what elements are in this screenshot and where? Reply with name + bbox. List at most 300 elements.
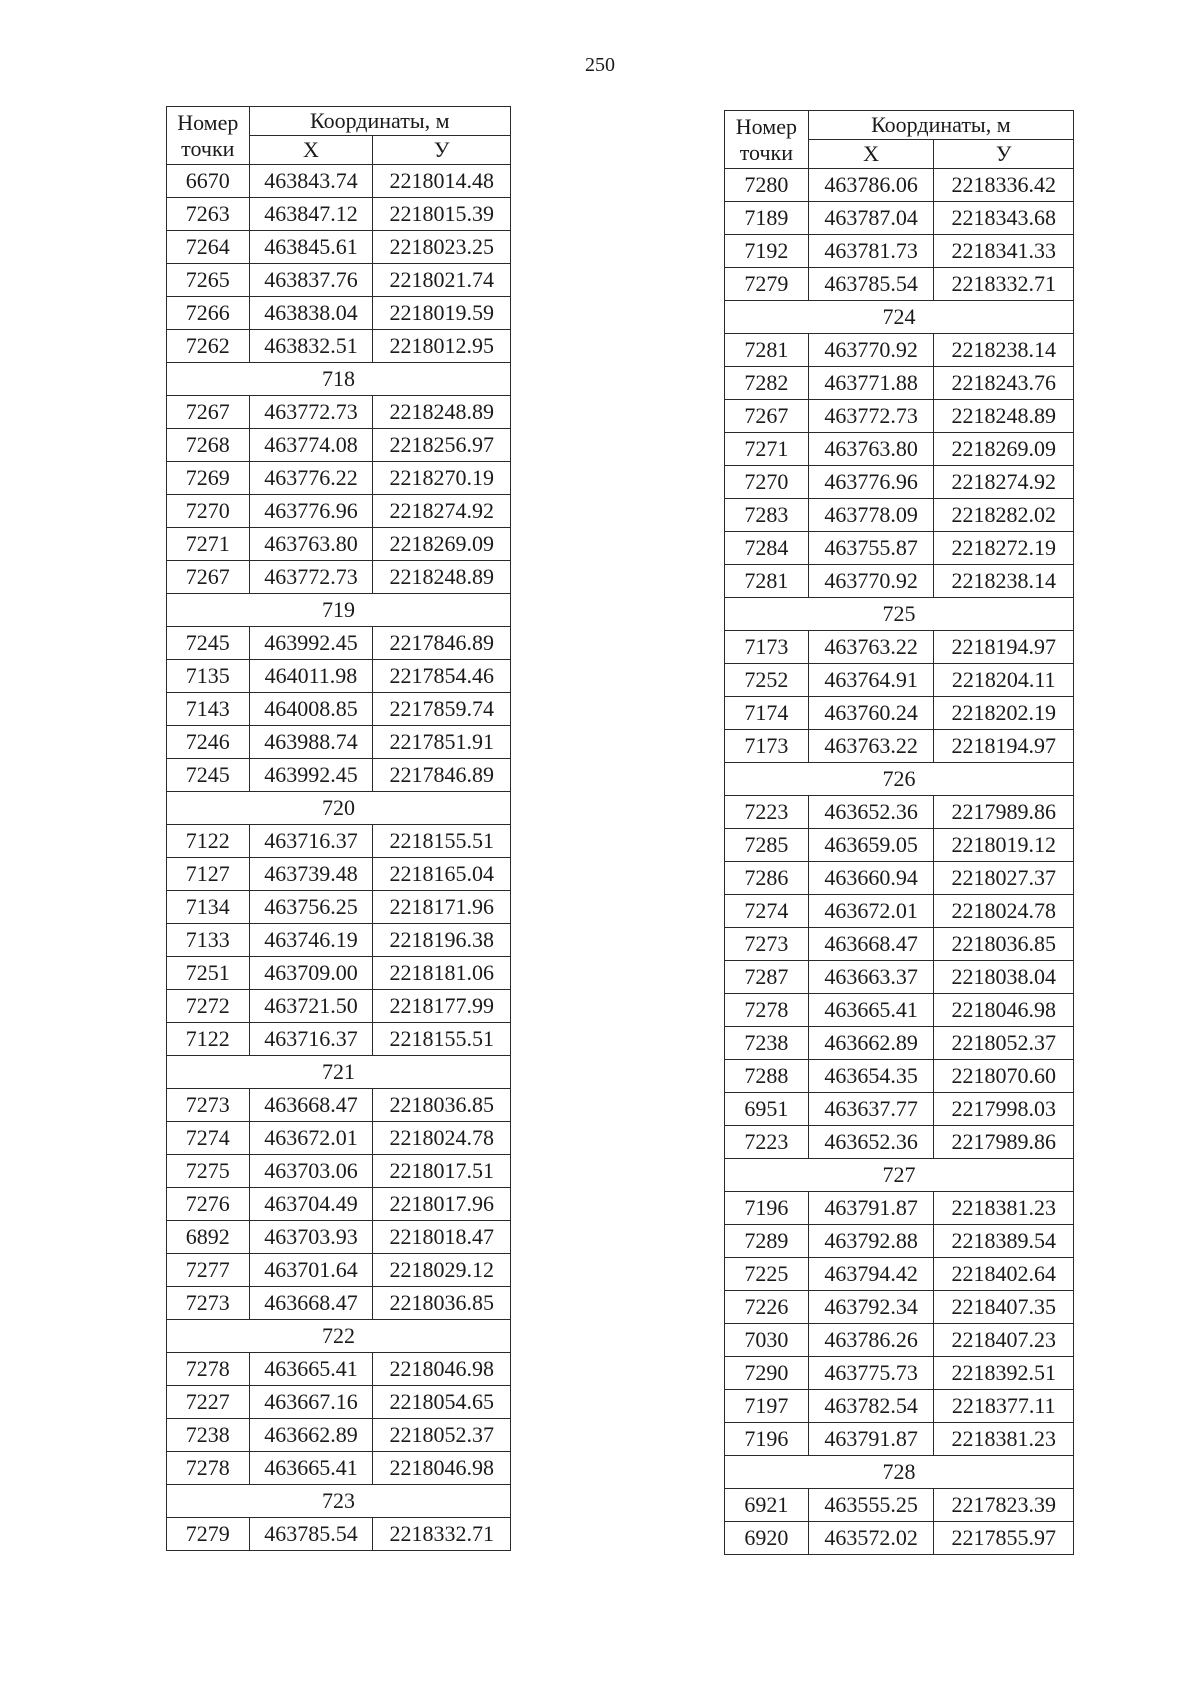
- x-coordinate-cell: 463988.74: [249, 726, 373, 759]
- coordinates-header: Координаты, м: [808, 111, 1073, 140]
- coordinates-table-right: [724, 110, 1074, 1555]
- x-coordinate-cell: 463572.02: [808, 1522, 934, 1555]
- y-coordinate-cell: 2217846.89: [373, 627, 511, 660]
- y-coordinate-cell: 2218202.19: [934, 697, 1074, 730]
- x-coordinate-cell: 463791.87: [808, 1192, 934, 1225]
- section-number: 723: [167, 1485, 511, 1518]
- point-number-cell: 7238: [725, 1027, 809, 1060]
- y-coordinate-cell: 2217859.74: [373, 693, 511, 726]
- point-number-cell: 7196: [725, 1192, 809, 1225]
- point-number-cell: 7273: [725, 928, 809, 961]
- table-row: [167, 1353, 511, 1386]
- y-coordinate-cell: 2217823.39: [934, 1489, 1074, 1522]
- table-row: [167, 462, 511, 495]
- y-coordinate-cell: 2218274.92: [373, 495, 511, 528]
- point-number-cell: 7274: [167, 1122, 250, 1155]
- x-coordinate-cell: 463760.24: [808, 697, 934, 730]
- y-coordinate-cell: 2218196.38: [373, 924, 511, 957]
- section-number: 725: [725, 598, 1074, 631]
- x-coordinate-cell: 463662.89: [249, 1419, 373, 1452]
- y-coordinate-cell: 2218238.14: [934, 334, 1074, 367]
- table-row: [167, 759, 511, 792]
- x-coordinate-cell: 463663.37: [808, 961, 934, 994]
- point-number-cell: 7286: [725, 862, 809, 895]
- section-number: 728: [725, 1456, 1074, 1489]
- table-row: [725, 829, 1074, 862]
- x-coordinate-cell: 463782.54: [808, 1390, 934, 1423]
- table-row: [167, 1452, 511, 1485]
- y-coordinate-cell: 2218377.11: [934, 1390, 1074, 1423]
- table-row: [167, 660, 511, 693]
- y-header: У: [373, 136, 511, 165]
- x-coordinate-cell: 463662.89: [808, 1027, 934, 1060]
- point-number-cell: 7173: [725, 631, 809, 664]
- point-number-cell: 7030: [725, 1324, 809, 1357]
- point-number-cell: 7225: [725, 1258, 809, 1291]
- table-row: [725, 499, 1074, 532]
- section-row: [167, 792, 511, 825]
- x-coordinate-cell: 463763.80: [249, 528, 373, 561]
- point-number-cell: 7122: [167, 825, 250, 858]
- table-row: [167, 330, 511, 363]
- table-row: [167, 1155, 511, 1188]
- point-number-cell: 6670: [167, 165, 250, 198]
- y-coordinate-cell: 2218389.54: [934, 1225, 1074, 1258]
- x-coordinate-cell: 463667.16: [249, 1386, 373, 1419]
- y-coordinate-cell: 2218052.37: [373, 1419, 511, 1452]
- x-coordinate-cell: 463774.08: [249, 429, 373, 462]
- section-row: [167, 594, 511, 627]
- x-coordinate-cell: 463847.12: [249, 198, 373, 231]
- y-coordinate-cell: 2218407.23: [934, 1324, 1074, 1357]
- y-coordinate-cell: 2218171.96: [373, 891, 511, 924]
- point-number-cell: 7276: [167, 1188, 250, 1221]
- y-coordinate-cell: 2218014.48: [373, 165, 511, 198]
- point-number-cell: 7226: [725, 1291, 809, 1324]
- y-coordinate-cell: 2218341.33: [934, 235, 1074, 268]
- x-coordinate-cell: 463716.37: [249, 825, 373, 858]
- table-row: [167, 429, 511, 462]
- point-number-cell: 7273: [167, 1089, 250, 1122]
- table-row: [725, 631, 1074, 664]
- point-number-cell: 6920: [725, 1522, 809, 1555]
- x-coordinate-cell: 463843.74: [249, 165, 373, 198]
- x-coordinate-cell: 463778.09: [808, 499, 934, 532]
- point-number-cell: 7267: [167, 561, 250, 594]
- table-row: [725, 928, 1074, 961]
- point-number-cell: 7133: [167, 924, 250, 957]
- table-row: [725, 730, 1074, 763]
- x-coordinate-cell: 463772.73: [808, 400, 934, 433]
- x-coordinate-cell: 463668.47: [808, 928, 934, 961]
- x-coordinate-cell: 463992.45: [249, 759, 373, 792]
- point-number-cell: 6951: [725, 1093, 809, 1126]
- section-row: [725, 1159, 1074, 1192]
- y-coordinate-cell: 2218036.85: [373, 1287, 511, 1320]
- table-row: [725, 1324, 1074, 1357]
- section-row: [167, 1485, 511, 1518]
- point-number-cell: 7135: [167, 660, 250, 693]
- y-coordinate-cell: 2218023.25: [373, 231, 511, 264]
- point-number-cell: 7265: [167, 264, 250, 297]
- table-body: [725, 169, 1074, 1555]
- x-coordinate-cell: 463792.34: [808, 1291, 934, 1324]
- point-number-cell: 7266: [167, 297, 250, 330]
- y-coordinate-cell: 2218036.85: [934, 928, 1074, 961]
- y-coordinate-cell: 2218343.68: [934, 202, 1074, 235]
- table-row: [725, 1522, 1074, 1555]
- x-coordinate-cell: 463668.47: [249, 1287, 373, 1320]
- y-coordinate-cell: 2218027.37: [934, 862, 1074, 895]
- x-coordinate-cell: 463668.47: [249, 1089, 373, 1122]
- table-row: [167, 825, 511, 858]
- y-coordinate-cell: 2218046.98: [373, 1353, 511, 1386]
- table-row: [167, 1287, 511, 1320]
- table-row: [167, 495, 511, 528]
- point-number-cell: 7223: [725, 1126, 809, 1159]
- y-coordinate-cell: 2218332.71: [373, 1518, 511, 1551]
- point-number-cell: 7246: [167, 726, 250, 759]
- table-header: [725, 111, 1074, 169]
- x-coordinate-cell: 463755.87: [808, 532, 934, 565]
- point-number-cell: 7279: [725, 268, 809, 301]
- table-row: [167, 561, 511, 594]
- section-row: [725, 598, 1074, 631]
- point-number-cell: 7283: [725, 499, 809, 532]
- table-row: [725, 334, 1074, 367]
- point-number-cell: 7245: [167, 627, 250, 660]
- point-number-cell: 7268: [167, 429, 250, 462]
- point-number-cell: 7192: [725, 235, 809, 268]
- x-coordinate-cell: 463704.49: [249, 1188, 373, 1221]
- coordinates-header: Координаты, м: [249, 107, 510, 136]
- y-coordinate-cell: 2218194.97: [934, 631, 1074, 664]
- x-coordinate-cell: 463832.51: [249, 330, 373, 363]
- point-number-cell: 7174: [725, 697, 809, 730]
- y-coordinate-cell: 2217851.91: [373, 726, 511, 759]
- table-row: [167, 693, 511, 726]
- y-coordinate-cell: 2218269.09: [934, 433, 1074, 466]
- y-coordinate-cell: 2218029.12: [373, 1254, 511, 1287]
- point-number-cell: 7197: [725, 1390, 809, 1423]
- x-coordinate-cell: 463703.06: [249, 1155, 373, 1188]
- point-number-cell: 7272: [167, 990, 250, 1023]
- point-number-cell: 7277: [167, 1254, 250, 1287]
- point-number-cell: 7227: [167, 1386, 250, 1419]
- point-number-cell: 7281: [725, 334, 809, 367]
- section-row: [167, 1056, 511, 1089]
- point-number-cell: 7269: [167, 462, 250, 495]
- point-number-cell: 7267: [167, 396, 250, 429]
- y-coordinate-cell: 2217854.46: [373, 660, 511, 693]
- table-row: [725, 1093, 1074, 1126]
- x-coordinate-cell: 463781.73: [808, 235, 934, 268]
- point-number-header: Номер точки: [167, 107, 250, 165]
- table-row: [167, 726, 511, 759]
- x-coordinate-cell: 463654.35: [808, 1060, 934, 1093]
- y-coordinate-cell: 2218274.92: [934, 466, 1074, 499]
- table-row: [167, 1518, 511, 1551]
- table-row: [725, 1357, 1074, 1390]
- point-number-cell: 7287: [725, 961, 809, 994]
- x-coordinate-cell: 463786.26: [808, 1324, 934, 1357]
- point-number-cell: 7173: [725, 730, 809, 763]
- point-number-cell: 7274: [725, 895, 809, 928]
- x-header: Х: [808, 140, 934, 169]
- y-coordinate-cell: 2218018.47: [373, 1221, 511, 1254]
- table-row: [167, 198, 511, 231]
- y-coordinate-cell: 2218155.51: [373, 1023, 511, 1056]
- x-coordinate-cell: 463845.61: [249, 231, 373, 264]
- x-coordinate-cell: 463716.37: [249, 1023, 373, 1056]
- x-coordinate-cell: 463660.94: [808, 862, 934, 895]
- x-coordinate-cell: 463746.19: [249, 924, 373, 957]
- point-number-cell: 7263: [167, 198, 250, 231]
- table-row: [167, 1221, 511, 1254]
- y-coordinate-cell: 2218332.71: [934, 268, 1074, 301]
- point-number-cell: 7270: [725, 466, 809, 499]
- point-number-cell: 7271: [725, 433, 809, 466]
- point-number-cell: 7122: [167, 1023, 250, 1056]
- table-row: [725, 466, 1074, 499]
- point-number-cell: 7267: [725, 400, 809, 433]
- y-coordinate-cell: 2218052.37: [934, 1027, 1074, 1060]
- table-header: [167, 107, 511, 165]
- y-coordinate-cell: 2218270.19: [373, 462, 511, 495]
- point-number-cell: 7285: [725, 829, 809, 862]
- section-row: [167, 1320, 511, 1353]
- table-row: [725, 202, 1074, 235]
- x-coordinate-cell: 463665.41: [808, 994, 934, 1027]
- table-row: [167, 165, 511, 198]
- y-coordinate-cell: 2218381.23: [934, 1423, 1074, 1456]
- table-row: [167, 1023, 511, 1056]
- y-coordinate-cell: 2218054.65: [373, 1386, 511, 1419]
- table-row: [167, 1419, 511, 1452]
- section-number: 718: [167, 363, 511, 396]
- x-coordinate-cell: 463792.88: [808, 1225, 934, 1258]
- y-coordinate-cell: 2218046.98: [373, 1452, 511, 1485]
- y-coordinate-cell: 2218181.06: [373, 957, 511, 990]
- x-coordinate-cell: 463838.04: [249, 297, 373, 330]
- point-number-cell: 7275: [167, 1155, 250, 1188]
- y-coordinate-cell: 2217989.86: [934, 1126, 1074, 1159]
- x-coordinate-cell: 463764.91: [808, 664, 934, 697]
- x-coordinate-cell: 463637.77: [808, 1093, 934, 1126]
- y-coordinate-cell: 2218024.78: [373, 1122, 511, 1155]
- table-row: [725, 532, 1074, 565]
- table-row: [725, 1291, 1074, 1324]
- table-row: [725, 1192, 1074, 1225]
- table-row: [725, 697, 1074, 730]
- table-row: [167, 1254, 511, 1287]
- y-coordinate-cell: 2218256.97: [373, 429, 511, 462]
- table-row: [725, 169, 1074, 202]
- x-coordinate-cell: 463739.48: [249, 858, 373, 891]
- y-coordinate-cell: 2218381.23: [934, 1192, 1074, 1225]
- table-row: [725, 1258, 1074, 1291]
- point-number-header: Номер точки: [725, 111, 809, 169]
- x-coordinate-cell: 463721.50: [249, 990, 373, 1023]
- x-coordinate-cell: 463787.04: [808, 202, 934, 235]
- x-coordinate-cell: 463672.01: [808, 895, 934, 928]
- table-row: [167, 1122, 511, 1155]
- table-row: [725, 1060, 1074, 1093]
- y-coordinate-cell: 2218194.97: [934, 730, 1074, 763]
- table-row: [725, 895, 1074, 928]
- y-coordinate-cell: 2218204.11: [934, 664, 1074, 697]
- y-coordinate-cell: 2218165.04: [373, 858, 511, 891]
- point-number-cell: 7288: [725, 1060, 809, 1093]
- x-coordinate-cell: 463555.25: [808, 1489, 934, 1522]
- x-coordinate-cell: 463771.88: [808, 367, 934, 400]
- x-coordinate-cell: 463703.93: [249, 1221, 373, 1254]
- x-coordinate-cell: 463786.06: [808, 169, 934, 202]
- point-number-cell: 7270: [167, 495, 250, 528]
- table-row: [725, 1126, 1074, 1159]
- table-row: [725, 1423, 1074, 1456]
- table-row: [725, 367, 1074, 400]
- x-coordinate-cell: 463770.92: [808, 565, 934, 598]
- y-coordinate-cell: 2218238.14: [934, 565, 1074, 598]
- table-row: [167, 528, 511, 561]
- y-coordinate-cell: 2218248.89: [373, 396, 511, 429]
- y-coordinate-cell: 2218392.51: [934, 1357, 1074, 1390]
- section-row: [725, 763, 1074, 796]
- x-coordinate-cell: 463785.54: [808, 268, 934, 301]
- x-coordinate-cell: 463763.22: [808, 631, 934, 664]
- y-coordinate-cell: 2218021.74: [373, 264, 511, 297]
- table-row: [725, 1390, 1074, 1423]
- x-coordinate-cell: 463992.45: [249, 627, 373, 660]
- x-coordinate-cell: 463652.36: [808, 1126, 934, 1159]
- section-number: 722: [167, 1320, 511, 1353]
- y-coordinate-cell: 2218036.85: [373, 1089, 511, 1122]
- table-row: [725, 664, 1074, 697]
- x-coordinate-cell: 463772.73: [249, 561, 373, 594]
- coordinates-table-left: [166, 106, 511, 1551]
- x-coordinate-cell: 463652.36: [808, 796, 934, 829]
- section-number: 726: [725, 763, 1074, 796]
- point-number-cell: 7223: [725, 796, 809, 829]
- table-row: [725, 565, 1074, 598]
- section-row: [725, 301, 1074, 334]
- point-number-cell: 7273: [167, 1287, 250, 1320]
- table-row: [167, 957, 511, 990]
- x-coordinate-cell: 463672.01: [249, 1122, 373, 1155]
- y-coordinate-cell: 2218272.19: [934, 532, 1074, 565]
- table-row: [725, 1027, 1074, 1060]
- table-row: [725, 961, 1074, 994]
- x-coordinate-cell: 463763.22: [808, 730, 934, 763]
- x-header: Х: [249, 136, 373, 165]
- x-coordinate-cell: 463776.22: [249, 462, 373, 495]
- table-row: [167, 264, 511, 297]
- y-coordinate-cell: 2217998.03: [934, 1093, 1074, 1126]
- table-row: [167, 1089, 511, 1122]
- x-coordinate-cell: 463791.87: [808, 1423, 934, 1456]
- y-coordinate-cell: 2218407.35: [934, 1291, 1074, 1324]
- x-coordinate-cell: 464008.85: [249, 693, 373, 726]
- table-row: [167, 231, 511, 264]
- table-row: [167, 627, 511, 660]
- y-coordinate-cell: 2218024.78: [934, 895, 1074, 928]
- point-number-cell: 7262: [167, 330, 250, 363]
- table-body: [167, 165, 511, 1551]
- x-coordinate-cell: 463794.42: [808, 1258, 934, 1291]
- point-number-cell: 7279: [167, 1518, 250, 1551]
- section-row: [725, 1456, 1074, 1489]
- point-number-cell: 7280: [725, 169, 809, 202]
- x-coordinate-cell: 463665.41: [249, 1452, 373, 1485]
- x-coordinate-cell: 463772.73: [249, 396, 373, 429]
- table-row: [725, 994, 1074, 1027]
- point-number-cell: 7278: [167, 1452, 250, 1485]
- point-number-cell: 7271: [167, 528, 250, 561]
- x-coordinate-cell: 463763.80: [808, 433, 934, 466]
- table-row: [725, 268, 1074, 301]
- x-coordinate-cell: 463776.96: [808, 466, 934, 499]
- table-row: [725, 235, 1074, 268]
- y-coordinate-cell: 2218243.76: [934, 367, 1074, 400]
- table-row: [725, 1225, 1074, 1258]
- point-number-cell: 7143: [167, 693, 250, 726]
- y-coordinate-cell: 2218012.95: [373, 330, 511, 363]
- point-number-cell: 7289: [725, 1225, 809, 1258]
- y-coordinate-cell: 2217846.89: [373, 759, 511, 792]
- y-coordinate-cell: 2218038.04: [934, 961, 1074, 994]
- point-number-cell: 7290: [725, 1357, 809, 1390]
- point-number-cell: 7281: [725, 565, 809, 598]
- point-number-cell: 7278: [725, 994, 809, 1027]
- table-row: [167, 1188, 511, 1221]
- page-number: 250: [585, 54, 615, 76]
- x-coordinate-cell: 463659.05: [808, 829, 934, 862]
- point-number-cell: 7238: [167, 1419, 250, 1452]
- point-number-cell: 7251: [167, 957, 250, 990]
- table-row: [167, 990, 511, 1023]
- section-number: 721: [167, 1056, 511, 1089]
- x-coordinate-cell: 463709.00: [249, 957, 373, 990]
- point-number-cell: 7264: [167, 231, 250, 264]
- section-number: 727: [725, 1159, 1074, 1192]
- point-number-cell: 6921: [725, 1489, 809, 1522]
- table-row: [167, 891, 511, 924]
- point-number-cell: 7245: [167, 759, 250, 792]
- y-coordinate-cell: 2218019.12: [934, 829, 1074, 862]
- y-coordinate-cell: 2218155.51: [373, 825, 511, 858]
- point-number-cell: 7282: [725, 367, 809, 400]
- x-coordinate-cell: 463756.25: [249, 891, 373, 924]
- table-row: [725, 796, 1074, 829]
- y-coordinate-cell: 2218046.98: [934, 994, 1074, 1027]
- table-row: [167, 1386, 511, 1419]
- table-row: [167, 297, 511, 330]
- section-number: 719: [167, 594, 511, 627]
- point-number-cell: 7284: [725, 532, 809, 565]
- y-coordinate-cell: 2218269.09: [373, 528, 511, 561]
- y-coordinate-cell: 2218248.89: [934, 400, 1074, 433]
- y-coordinate-cell: 2217855.97: [934, 1522, 1074, 1555]
- y-coordinate-cell: 2218017.96: [373, 1188, 511, 1221]
- y-coordinate-cell: 2218017.51: [373, 1155, 511, 1188]
- x-coordinate-cell: 463770.92: [808, 334, 934, 367]
- point-number-cell: 7134: [167, 891, 250, 924]
- table-row: [725, 862, 1074, 895]
- x-coordinate-cell: 463785.54: [249, 1518, 373, 1551]
- table-row: [725, 433, 1074, 466]
- point-number-cell: 7189: [725, 202, 809, 235]
